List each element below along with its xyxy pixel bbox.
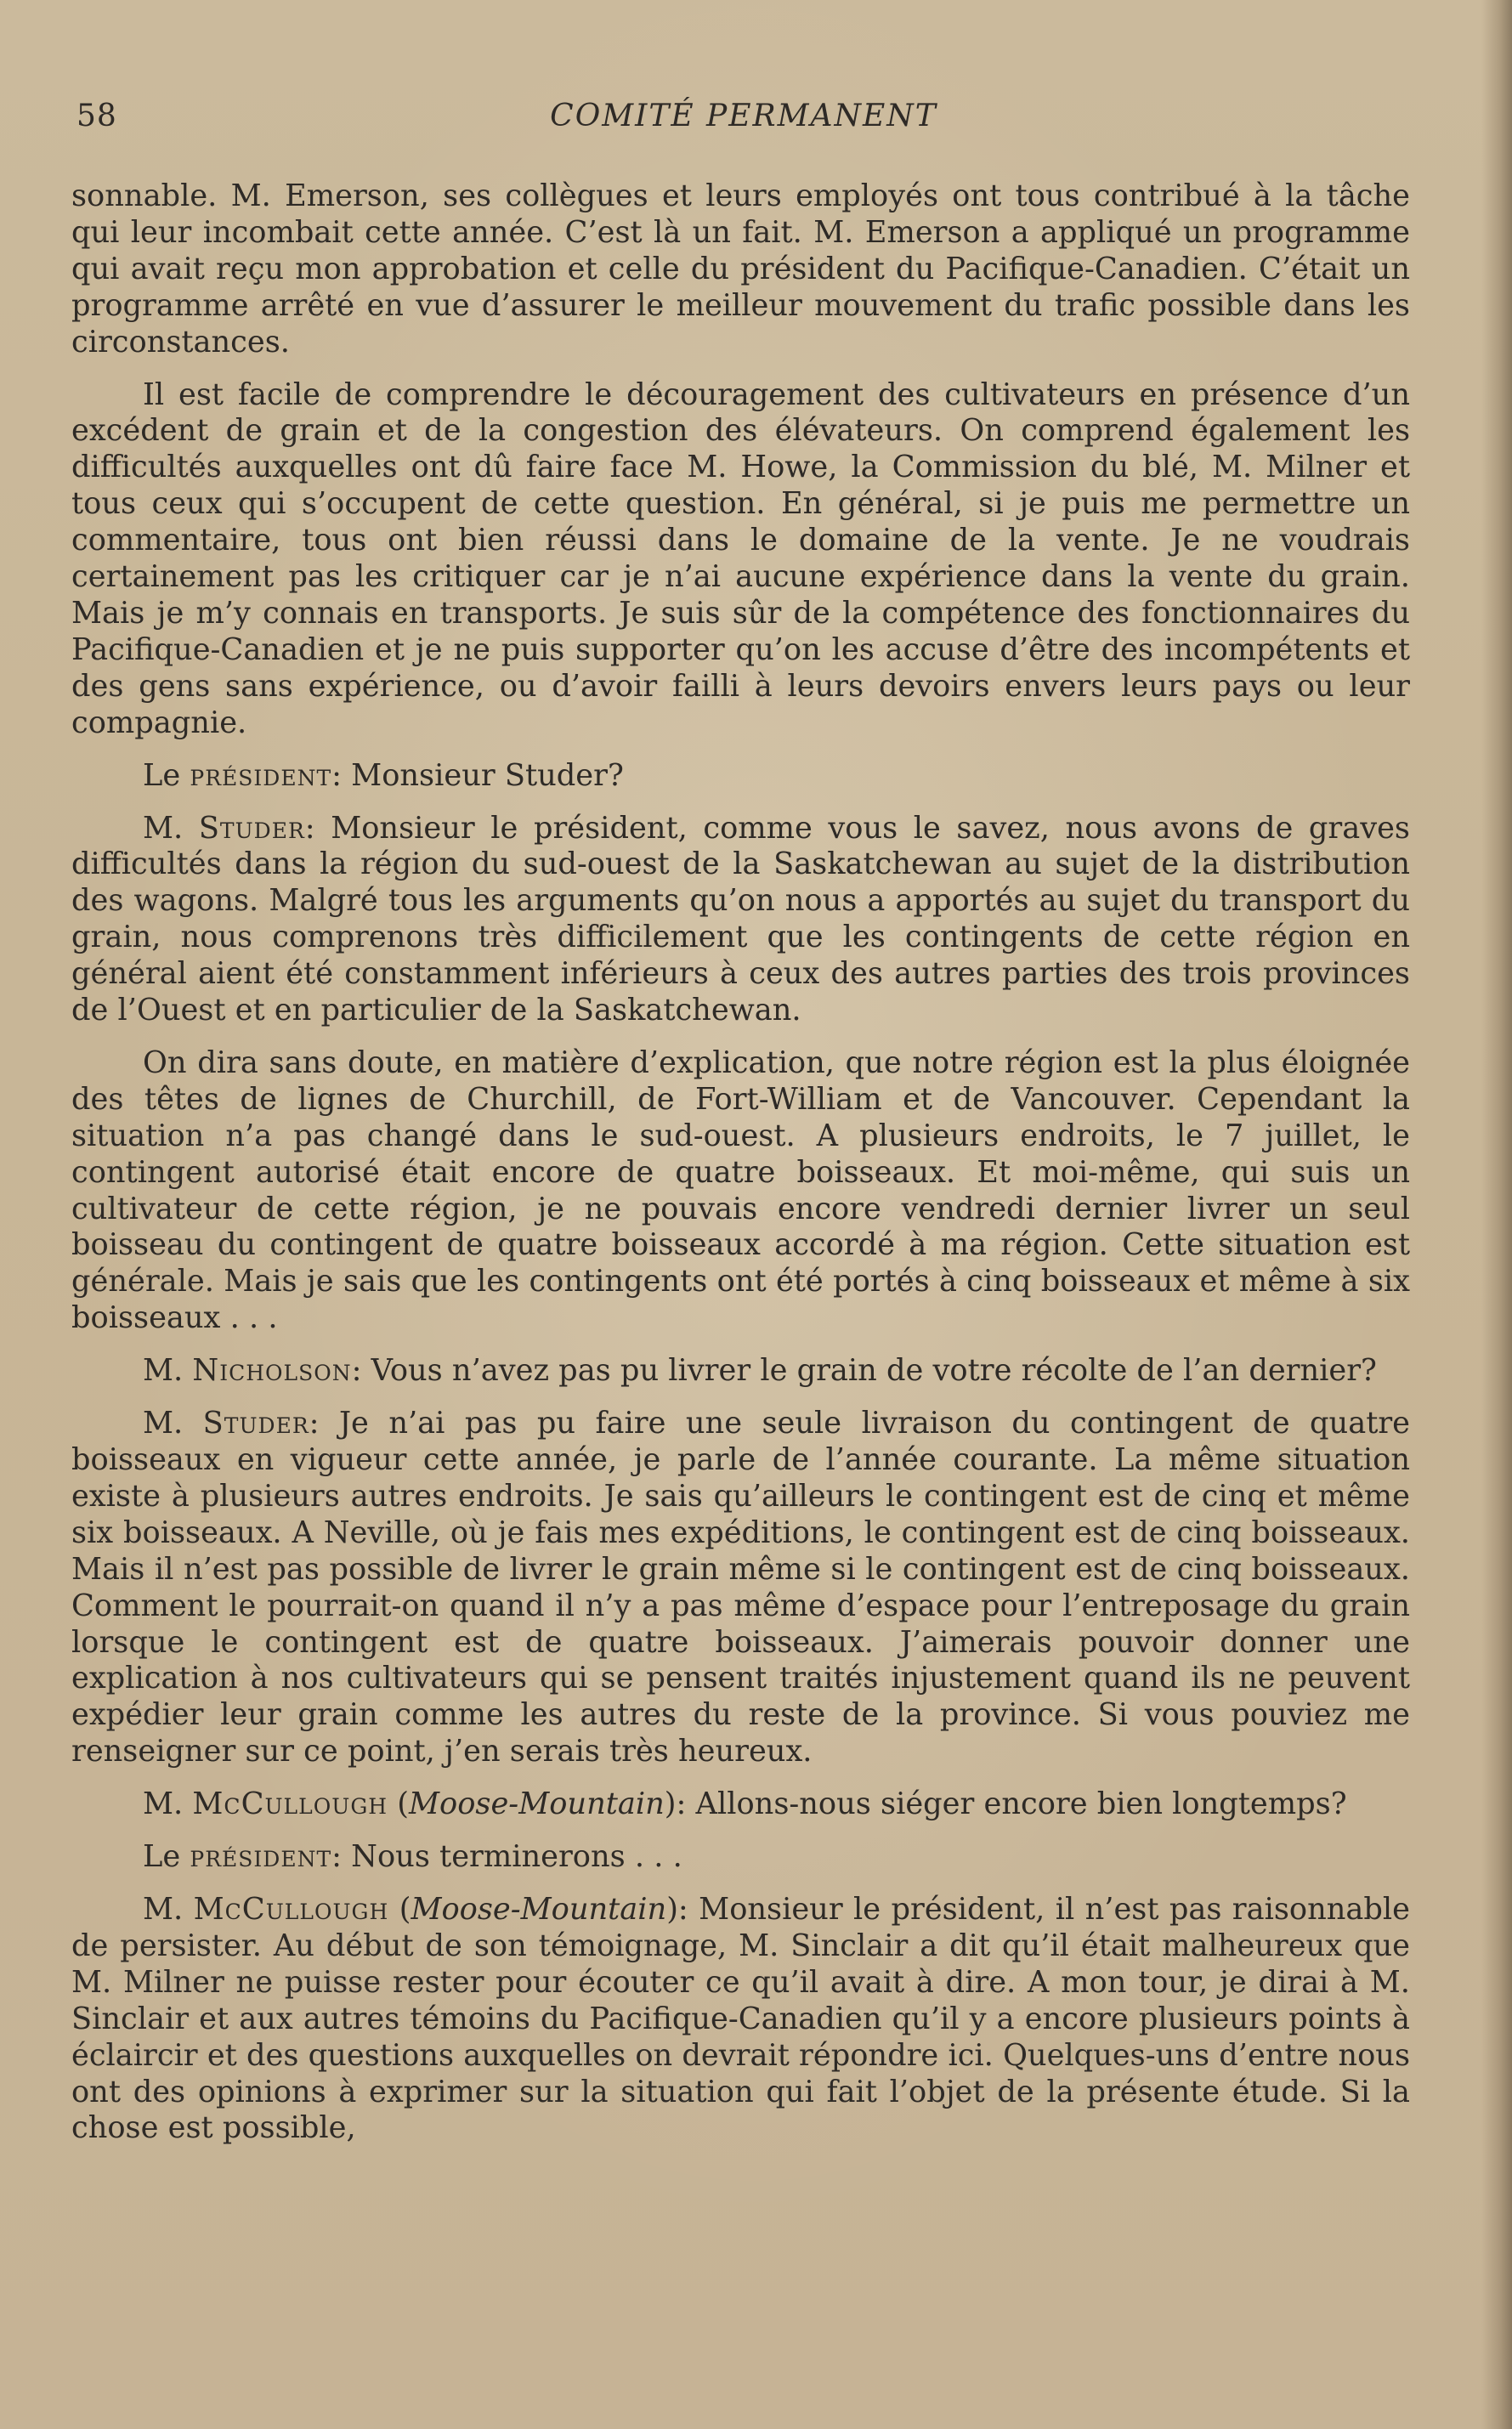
speaker-paragraph (71, 1353, 1410, 1390)
speaker-prefix: M. (143, 1786, 193, 1822)
speaker-prefix: M. (143, 810, 199, 846)
speech-text: : Vous n’avez pas pu livrer le grain de votre récolte de l’an dernier? (351, 1353, 1377, 1389)
speaker-name: président (190, 1839, 332, 1875)
speaker-prefix: M. (143, 1891, 194, 1927)
paragraph-text: On dira sans doute, en matière d’explication, que notre région est la plus éloignée des têtes de lignes de Churchill, de Fort-William et de Vancouver. Cependant la situation n’a pas changé dans le sud-ouest. A plusieurs endroits, le 7 juillet, le contingent autorisé était encore de quatre boisseaux. Et moi-même, qui suis un cultivateur de cette région, je ne pouvais encore vendredi dernier livrer un seul boisseau du contingent de quatre boisseaux accordé à ma région. Cette situation est générale. Mais je sais que les contingents ont été portés à cinq boisseaux et même à six boisseaux . . . (71, 1045, 1410, 1336)
page-edge-shadow (1481, 0, 1512, 2429)
body-text (71, 178, 1410, 2163)
speaker-name: Nicholson (192, 1353, 352, 1389)
speaker-paragraph (71, 1406, 1410, 1770)
speech-text: : Monsieur le président, il n’est pas raisonnable de persister. Au début de son témoignage, M. Sinclair a dit qu’il était malheureux que M. Milner ne puisse rester pour écouter ce qu’il avait à dire. A mon tour, je dirai à M. Sinclair et aux autres témoins du Pacifique-Canadien qu’il y a encore plusieurs points à éclaircir et des questions auxquelles on devrait répondre ici. Quelques-uns d’entre nous ont des opinions à exprimer sur la situation qui fait l’objet de la présente étude. Si la chose est possible, (71, 1891, 1410, 2146)
speaker-prefix: Le (143, 757, 190, 793)
paragraph-text: sonnable. M. Emerson, ses collègues et leurs employés ont tous contribué à la tâche qui leur incombait cette année. C’est là un fait. M. Emerson a appliqué un programme qui avait reçu mon approbation et celle du président du Pacifique-Canadien. C’était un programme arrêté en vue d’assurer le meilleur mouvement du trafic possible dans les circonstances. (71, 178, 1410, 360)
speech-text: : Je n’ai pas pu faire une seule livraison du contingent de quatre boisseaux en vigueur cette année, je parle de l’année courante. La même situation existe à plusieurs autres endroits. Je sais qu’ailleurs le contingent est de cinq et même six boisseaux. A Neville, où je fais mes expéditions, le contingent est de cinq boisseaux. Mais il n’est pas possible de livrer le grain même si le contingent est de cinq boisseaux. Comment le pourrait-on quand il n’y a pas même d’espace pour l’entreposage du grain lorsque le contingent est de quatre boisseaux. J’aimerais pouvoir donner une explication à nos cultivateurs qui se pensent traités injustement quand ils ne peuvent expédier leur grain comme les autres du reste de la province. Si vous pouviez me renseigner sur ce point, j’en serais très heureux. (71, 1406, 1410, 1769)
speaker-name: McCullough (192, 1786, 388, 1822)
paragraph-continued (71, 178, 1410, 361)
speech-text: : Allons-nous siéger encore bien longtemps? (676, 1786, 1347, 1822)
riding-name: Moose-Mountain (409, 1786, 665, 1822)
speech-text: : Nous terminerons . . . (331, 1839, 682, 1875)
speaker-name: Studer (198, 810, 305, 846)
speaker-name: président (190, 757, 332, 793)
page-header (76, 99, 1411, 141)
speaker-prefix: M. (143, 1406, 203, 1441)
paragraph-text: Il est facile de comprendre le découragement des cultivateurs en présence d’un excédent de grain et de la congestion des élévateurs. On comprend également les difficultés auxquelles ont dû faire face M. Howe, la Commission du blé, M. Milner et tous ceux qui s’occupent de cette question. En général, si je puis me permettre un commentaire, tous ont bien réussi dans le domaine de la vente. Je ne voudrais certainement pas les critiquer car je n’ai aucune expérience dans la vente du grain. Mais je m’y connais en transports. Je suis sûr de la compétence des fonctionnaires du Pacifique-Canadien et je ne puis supporter qu’on les accuse d’être des incompétents et des gens sans expérience, ou d’avoir failli à leurs devoirs envers leurs pays ou leur compagnie. (71, 377, 1410, 740)
running-title: COMITÉ PERMANENT (550, 99, 937, 133)
paragraph (71, 377, 1410, 742)
speaker-name: McCullough (193, 1891, 389, 1927)
speaker-paragraph: M. McCullough (Moose-Mountain): Allons-nous siéger encore bien longtemps? (143, 1786, 1347, 1822)
speaker-paragraph (71, 811, 1410, 1029)
speech-text: : Monsieur le président, comme vous le savez, nous avons de graves difficultés dans la région du sud-ouest de la Saskatchewan au sujet de la distribution des wagons. Malgré tous les arguments qu’on nous a apportés au sujet du transport du grain, nous comprenons très difficilement que les contingents de cette région en général aient été constamment inférieurs à ceux des autres parties des trois provinces de l’Ouest et en particulier de la Saskatchewan. (71, 810, 1410, 1028)
speaker-paragraph: M. McCullough (Moose-Mountain): Monsieur le président, il n’est pas raisonnable de persister. Au début de son témoignage, M. Sinclair a dit qu’il était malheureux que M. Milner ne puisse rester pour écouter ce qu’il avait à dire. A mon tour, je dirai à M. Sinclair et aux autres témoins du Pacifique-Canadien qu’il y a encore plusieurs points à éclaircir et des questions auxquelles on devrait répondre ici. Quelques-uns d’entre nous ont des opinions à exprimer sur la situation qui fait l’objet de la présente étude. Si la chose est possible, (71, 1891, 1410, 2146)
speaker-paragraph (71, 758, 1410, 795)
speaker-paragraph (71, 1839, 1410, 1876)
speaker-prefix: Le (143, 1839, 190, 1875)
speech-text: : Monsieur Studer? (331, 757, 624, 793)
speaker-prefix: M. (143, 1353, 193, 1389)
speaker-name: Studer (202, 1406, 309, 1441)
page-number: 58 (76, 99, 117, 133)
riding-name: Moose-Mountain (411, 1891, 667, 1927)
paragraph (71, 1045, 1410, 1337)
